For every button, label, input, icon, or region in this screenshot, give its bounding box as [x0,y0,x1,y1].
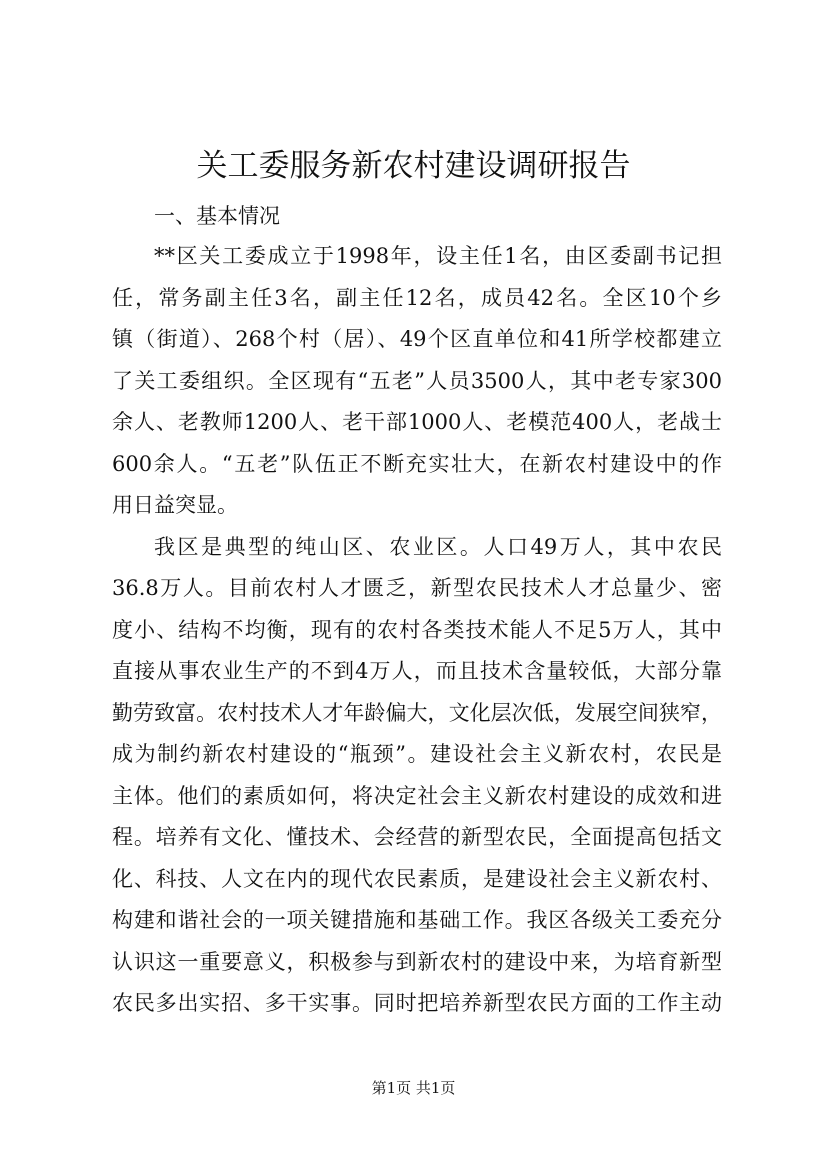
paragraph-line: 度小、结构不均衡，现有的农村各类技术能人不足5万人，其中 [112,618,722,642]
paragraph-line: 任，常务副主任3名，副主任12名，成员42名。全区10个乡 [112,286,722,310]
paragraph-line: 我区是典型的纯山区、农业区。人口49万人，其中农民 [154,535,722,559]
section-heading: 一、基本情况 [154,204,280,228]
paragraph-line: 600余人。“五老”队伍正不断充实壮大，在新农村建设中的作 [112,452,722,476]
paragraph-line: 构建和谐社会的一项关键措施和基础工作。我区各级关工委充分 [112,908,722,932]
paragraph-line: 认识这一重要意义，积极参与到新农村的建设中来，为培育新型 [112,950,722,974]
paragraph-line: 成为制约新农村建设的“瓶颈”。建设社会主义新农村，农民是 [112,742,722,766]
paragraph-line: 程。培养有文化、懂技术、会经营的新型农民，全面提高包括文 [112,825,722,849]
page-footer: 第1页 共1页 [371,1079,456,1097]
paragraph-line: 镇（街道）、268个村（居）、49个区直单位和41所学校都建立 [112,327,722,351]
paragraph-line: 勤劳致富。农村技术人才年龄偏大，文化层次低，发展空间狭窄， [112,701,722,725]
paragraph-line: 36.8万人。目前农村人才匮乏，新型农民技术人才总量少、密 [112,576,722,600]
paragraph-line: 余人、老教师1200人、老干部1000人、老模范400人，老战士 [112,410,722,434]
document-title: 关工委服务新农村建设调研报告 [196,148,631,184]
paragraph-line: 主体。他们的素质如何，将决定社会主义新农村建设的成效和进 [112,784,722,808]
paragraph-line: 化、科技、人文在内的现代农民素质，是建设社会主义新农村、 [112,867,722,891]
paragraph-line: **区关工委成立于1998年，设主任1名，由区委副书记担 [154,244,722,268]
paragraph-line: 用日益突显。 [112,493,238,517]
paragraph-line: 农民多出实招、多干实事。同时把培养新型农民方面的工作主动 [112,991,722,1015]
paragraph-line: 了关工委组织。全区现有“五老”人员3500人，其中老专家300 [112,369,722,393]
paragraph-line: 直接从事农业生产的不到4万人，而且技术含量较低，大部分靠 [112,659,722,683]
